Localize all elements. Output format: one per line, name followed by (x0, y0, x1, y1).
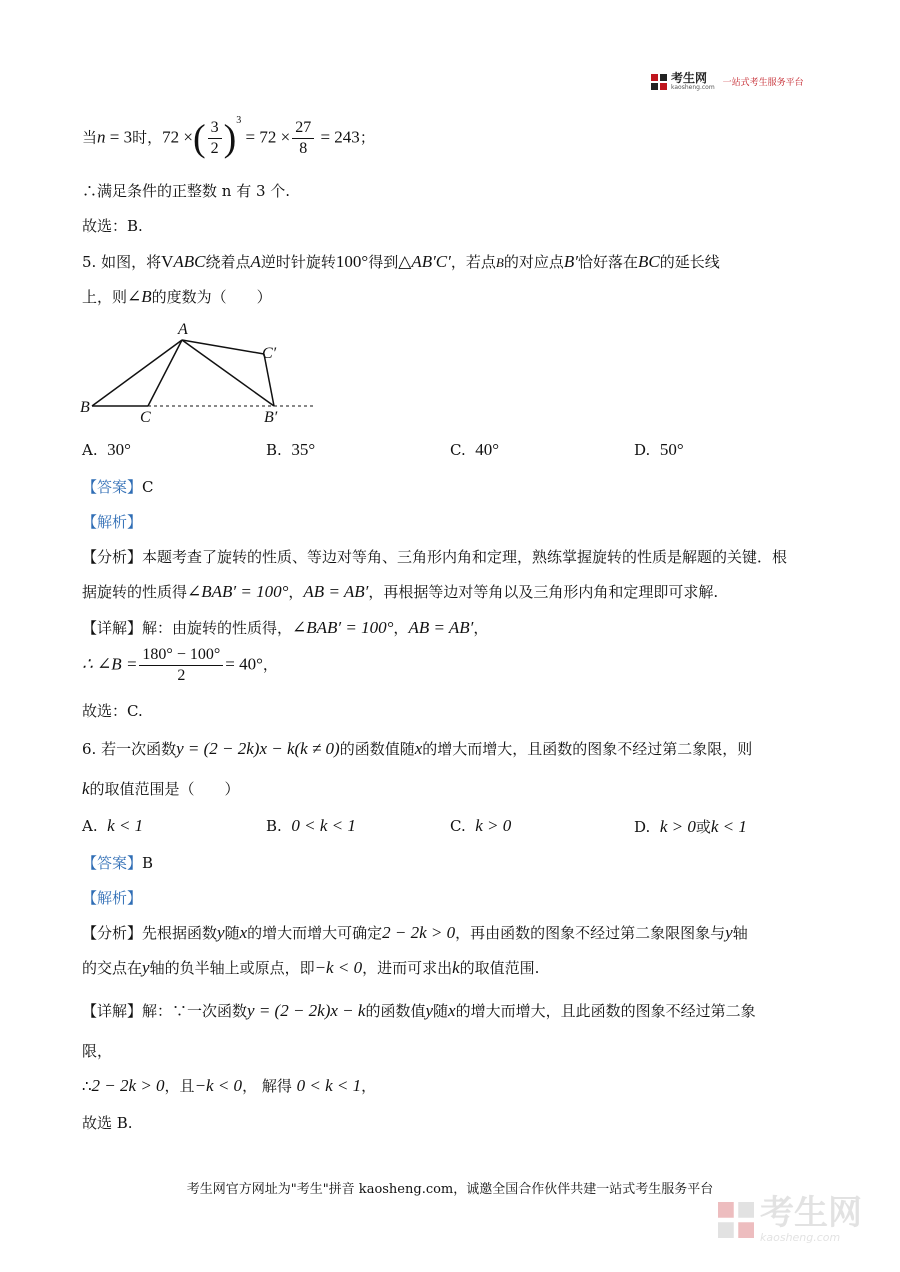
text: 的度数为（ ） (151, 288, 272, 306)
math-tri: V (161, 252, 174, 271)
text: ， (361, 1077, 377, 1095)
xiangjie-tag: 【详解】 (82, 619, 143, 637)
math-y: y (725, 923, 733, 942)
math-mid: = 72 × (241, 127, 291, 147)
text: 的延长线 (659, 253, 720, 271)
option-letter: C. (450, 817, 466, 835)
math-A: A (250, 252, 261, 271)
option-value: 35° (291, 440, 316, 459)
option-value2: k < 1 (710, 817, 747, 836)
q6-option-d (634, 816, 747, 837)
q5-stem-line1 (82, 251, 720, 274)
text: 的增大而增大，且此函数的图象不经过第二象 (455, 1002, 756, 1020)
frac-den: 8 (299, 140, 308, 157)
text: ； (359, 128, 375, 147)
math-post: = 40° (225, 654, 263, 674)
math-k: k (452, 958, 460, 977)
analysis-tag: 【解析】 (82, 889, 143, 907)
math-ab1c1: AB′C′ (411, 252, 451, 271)
q6-analysis-tag (82, 887, 142, 909)
exponent: 3 (236, 114, 242, 126)
label-A: A (178, 321, 188, 338)
math-n: n (97, 127, 106, 147)
text: ， (393, 619, 409, 637)
segment-AB (92, 340, 182, 406)
segment-AC (148, 340, 182, 406)
text: 5. 如图，将 (82, 253, 162, 271)
math-y: y (425, 1001, 434, 1020)
text: ， (262, 655, 278, 674)
text: 的增大而增大可确定 (247, 924, 383, 942)
math-cond: (k ≠ 0) (294, 739, 340, 758)
text: 的函数值随 (339, 740, 415, 758)
text: 本题考查了旋转的性质、等边对等角、三角形内角和定理，熟练掌握旋转的性质是解题的关键．根 (142, 548, 788, 566)
math-tri2: △ (398, 252, 412, 271)
text: 据旋转的性质得 (82, 583, 188, 601)
answer-value: B (142, 854, 154, 872)
label-C: C (140, 409, 151, 426)
watermark-url: kaosheng.com (760, 1231, 841, 1244)
text: 随 (224, 924, 240, 942)
text: ，再由函数的图象不经过第二象限图象与 (455, 924, 726, 942)
option-value: 50° (659, 440, 684, 459)
text: ，若点 (450, 253, 496, 271)
option-value: k < 1 (107, 816, 144, 835)
math-end: = 243 (316, 127, 360, 147)
q6-option-c (450, 816, 511, 836)
text: ，进而可求出 (362, 959, 453, 977)
text: 上，则 (82, 288, 128, 306)
option-value: 40° (475, 440, 500, 459)
q5-analysis-tag (82, 511, 142, 533)
text: 逆时针旋转 (260, 253, 336, 271)
text: 恰好落在 (577, 253, 638, 271)
text: ，再根据等边对等角以及三角形内角和定理即可求解. (368, 583, 719, 601)
math-func: y = (2 − 2k)x − k (247, 1001, 366, 1020)
answer-tag: 【答案】 (82, 478, 143, 496)
text: 的函数值 (365, 1002, 426, 1020)
text: ， (288, 583, 304, 601)
left-paren: ( (192, 117, 206, 160)
q5-stem-line2 (82, 286, 272, 308)
text: 的取值范围. (459, 959, 540, 977)
watermark-text (760, 1195, 862, 1244)
math-pre: ∴ ∠B = (82, 654, 138, 674)
math-eq: AB = AB′ (408, 618, 474, 637)
math-x: x (239, 923, 248, 942)
q6-stem-line2 (82, 778, 240, 800)
text: 的取值范围是（ ） (89, 780, 240, 798)
math-eq3: = 3 (105, 127, 133, 147)
q6-final: 故选 B. (82, 1114, 133, 1132)
label-B: B (80, 399, 90, 416)
math-BC: BC (637, 252, 660, 271)
math-72: 72 × (162, 127, 193, 147)
q5-xiangjie-line1 (82, 617, 488, 639)
text: 随 (433, 1002, 449, 1020)
line-conclusion: ∴满足条件的正整数 n 有 3 个. (82, 182, 291, 200)
math-func: y = (2 − 2k)x − k (176, 739, 295, 758)
math-y: y (217, 923, 225, 942)
q6-xiangjie-line2: 限， (82, 1042, 113, 1060)
frac-den: 2 (177, 667, 186, 684)
text: ， (473, 619, 489, 637)
text: 先根据函数 (142, 924, 218, 942)
math-y: y (142, 958, 150, 977)
math-ineq: −k < 0 (194, 1076, 243, 1095)
q5-option-c (450, 440, 499, 460)
line-choose-b: 故选：B. (82, 217, 143, 235)
text: 的交点在 (82, 959, 143, 977)
analysis-tag: 【解析】 (82, 513, 143, 531)
q6-answer (82, 852, 153, 874)
math-x: x (414, 739, 423, 758)
text: 的对应点 (503, 253, 564, 271)
answer-tag: 【答案】 (82, 854, 143, 872)
option-letter: B. (266, 817, 282, 835)
frac-num: 180° − 100° (139, 645, 223, 666)
option-letter: A. (82, 441, 98, 459)
logo-text-block (671, 72, 715, 91)
option-letter: D. (634, 441, 651, 459)
fraction-27-8 (292, 118, 314, 159)
answer-value: C (142, 478, 154, 496)
fraction-3-2 (208, 118, 222, 159)
q5-option-d (634, 440, 684, 460)
option-value: k > 0 (475, 816, 512, 835)
text: 当 (82, 128, 98, 147)
math-angle: ∠BAB′ = 100° (187, 582, 289, 601)
q6-xiangjie-line1 (82, 1000, 756, 1022)
option-letter: C. (450, 441, 466, 459)
math-eq: AB = AB′ (303, 582, 369, 601)
page-footer: 考生网官方网址为"考生"拼音 kaosheng.com，诚邀全国合作伙伴共建一站式考生服务平台 (186, 1182, 714, 1197)
watermark-name: 考生网 (760, 1193, 862, 1233)
math-deg: 100° (335, 252, 369, 271)
text: 轴的负半轴上或原点，即 (149, 959, 315, 977)
right-paren: ) (223, 117, 237, 160)
text: 的增大而增大，且函数的图象不经过第二象限，则 (422, 740, 753, 758)
label-B1: B′ (264, 409, 278, 426)
fenxi-tag: 【分析】 (82, 924, 143, 942)
logo-name: 考生网 (671, 71, 708, 85)
option-or: 或 (695, 818, 711, 836)
segment-AB1 (182, 340, 274, 406)
option-letter: D. (634, 818, 651, 836)
text: 6. 若一次函数 (82, 740, 177, 758)
math-ineq: −k < 0 (314, 958, 363, 977)
watermark (718, 1195, 862, 1244)
q6-fenxi-line1 (82, 922, 748, 944)
label-C1: C′ (262, 345, 277, 362)
kaosheng-logo-icon (651, 74, 667, 90)
text: 得到 (368, 253, 399, 271)
q5-option-b (266, 440, 315, 460)
math-k: k (82, 779, 90, 798)
text: 轴 (732, 924, 748, 942)
q5-calc-line (82, 645, 278, 686)
fenxi-tag: 【分析】 (82, 548, 143, 566)
option-value: 0 < k < 1 (291, 816, 356, 835)
option-letter: A. (82, 817, 98, 835)
option-value: k > 0 (659, 817, 696, 836)
q5-fenxi-line2 (82, 581, 718, 603)
math-B: B (495, 255, 504, 270)
q6-option-a (82, 816, 143, 836)
math-ineq: 0 < k < 1 (296, 1076, 362, 1095)
fraction-angle (139, 645, 223, 686)
math-ineq: 2 − 2k > 0 (382, 923, 456, 942)
xiangjie-tag: 【详解】 (82, 1002, 143, 1020)
math-x: x (448, 1001, 456, 1020)
text: 时， (132, 128, 163, 147)
math-abc: ABC (173, 252, 206, 271)
q6-option-b (266, 816, 356, 836)
text: ，且 (164, 1077, 195, 1095)
q6-fenxi-line2 (82, 957, 539, 979)
math-angle: ∠BAB′ = 100° (292, 618, 394, 637)
text: ∴ (82, 1077, 92, 1095)
q5-fenxi-line1 (82, 546, 787, 568)
q5-rotation-figure (78, 318, 328, 428)
text: ， 解得 (242, 1077, 297, 1095)
q6-solution-line (82, 1075, 376, 1097)
frac-num: 27 (292, 118, 314, 139)
option-value: 30° (107, 440, 131, 459)
q5-answer (82, 476, 154, 498)
text: 绕着点 (205, 253, 251, 271)
option-letter: B. (266, 441, 282, 459)
frac-den: 2 (210, 140, 219, 157)
q5-option-a (82, 440, 131, 460)
line-n3-calc (82, 114, 375, 160)
logo-slogan: 一站式考生服务平台 (722, 78, 804, 88)
frac-num: 3 (208, 118, 222, 139)
math-angleB: ∠B (127, 287, 152, 306)
math-B1: B′ (563, 252, 578, 271)
text: 解：∵一次函数 (142, 1002, 248, 1020)
text: 解：由旋转的性质得， (142, 619, 293, 637)
math-ineq: 2 − 2k > 0 (91, 1076, 165, 1095)
logo-url: kaosheng.com (671, 84, 715, 91)
q5-final: 故选：C. (82, 702, 143, 720)
segment-AC1 (182, 340, 264, 354)
q6-stem-line1 (82, 738, 752, 760)
header-logo (651, 72, 804, 91)
watermark-logo-icon (718, 1202, 754, 1238)
